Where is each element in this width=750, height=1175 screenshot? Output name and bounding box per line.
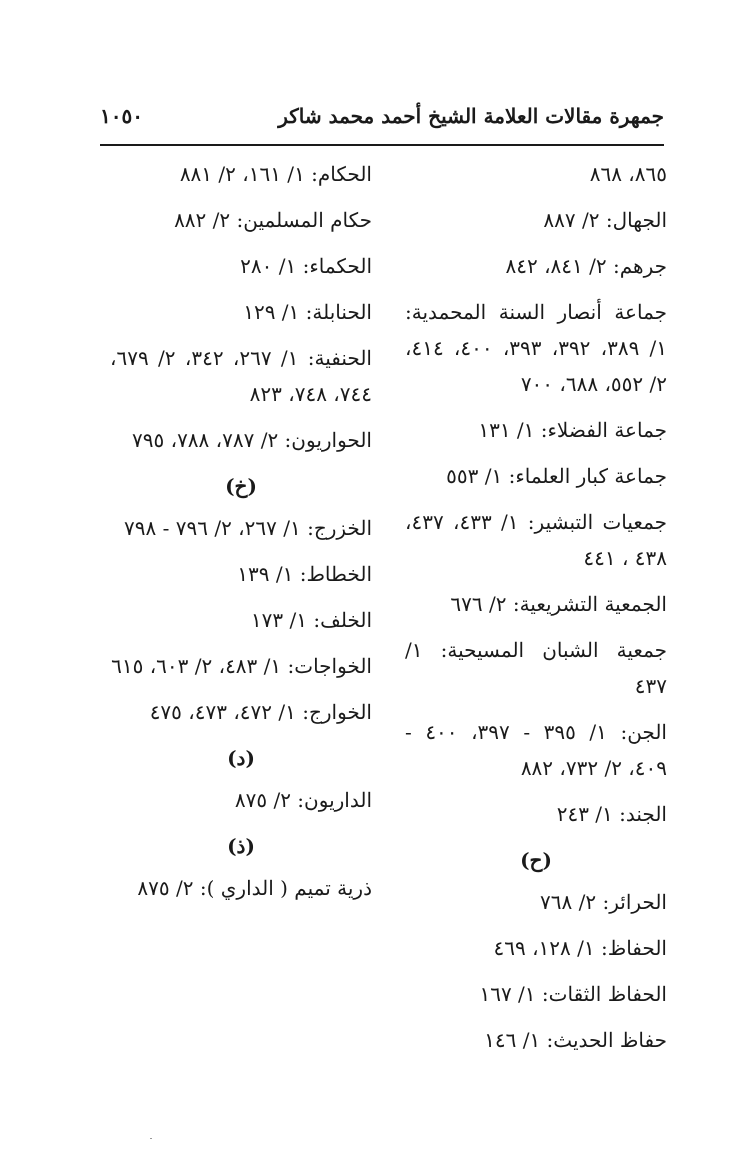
index-letter-heading: (خ)	[225, 474, 257, 498]
index-entry: حكام المسلمين: ٢/ ٨٨٢	[174, 208, 372, 232]
index-entry: جماعة كبار العلماء: ١/ ٥٥٣	[446, 464, 667, 488]
index-entry: الحكماء: ١/ ٢٨٠	[240, 254, 372, 278]
index-entry: الجهال: ٢/ ٨٨٧	[543, 208, 667, 232]
header-rule	[100, 144, 664, 146]
index-entry: جمعية الشبان المسيحية: ١/ ٤٣٧	[405, 638, 667, 698]
index-entry: جماعة أنصار السنة المحمدية: ١/ ٣٨٩، ٣٩٢، ٣٩٣، ٤٠٠، ٤١٤، ٢/ ٥٥٢، ٦٨٨، ٧٠٠	[405, 300, 668, 396]
index-entry: الحفاظ: ١/ ١٢٨، ٤٦٩	[493, 936, 667, 960]
index-entry: الحنفية: ١/ ٢٦٧، ٣٤٢، ٢/ ٦٧٩، ٧٤٤، ٧٤٨، ٨٢٣	[110, 346, 372, 406]
index-entry: الحفاظ الثقات: ١/ ١٦٧	[479, 982, 667, 1006]
index-entry: الحواريون: ٢/ ٧٨٧، ٧٨٨، ٧٩٥	[132, 428, 372, 452]
index-entry: الحرائر: ٢/ ٧٦٨	[540, 890, 667, 914]
index-entry: ذرية تميم ( الداري ): ٢/ ٨٧٥	[137, 876, 372, 900]
index-entry: الداريون: ٢/ ٨٧٥	[234, 788, 372, 812]
index-letter-heading: (د)	[227, 746, 255, 770]
book-title: جمهرة مقالات العلامة الشيخ أحمد محمد شاكر	[278, 104, 664, 128]
index-entry: جماعة الفضلاء: ١/ ١٣١	[478, 418, 667, 442]
index-entry: الخلف: ١/ ١٧٣	[250, 608, 372, 632]
index-entry: الجند: ١/ ٢٤٣	[556, 802, 667, 826]
index-entry: حفاظ الحديث: ١/ ١٤٦	[484, 1028, 667, 1052]
index-entry: ٨٦٥، ٨٦٨	[589, 162, 667, 186]
index-column-right	[405, 156, 667, 1068]
index-entry: الخوارج: ١/ ٤٧٢، ٤٧٣، ٤٧٥	[149, 700, 372, 724]
page-number: ١٠٥٠	[100, 104, 143, 128]
page-speck	[150, 1138, 152, 1139]
index-letter-heading: (ذ)	[227, 834, 255, 858]
index-entry: الخزرج: ١/ ٢٦٧، ٢/ ٧٩٦ - ٧٩٨	[124, 516, 372, 540]
index-entry: الحكام: ١/ ١٦١، ٢/ ٨٨١	[179, 162, 372, 186]
index-letter-heading: (ح)	[520, 848, 552, 872]
index-entry: الخطاط: ١/ ١٣٩	[237, 562, 372, 586]
running-header	[100, 104, 664, 140]
index-entry: جرهم: ٢/ ٨٤١، ٨٤٢	[505, 254, 667, 278]
index-entry: الحنابلة: ١/ ١٢٩	[243, 300, 372, 324]
index-column-left	[110, 156, 372, 916]
index-entry: الجن: ١/ ٣٩٥ - ٣٩٧، ٤٠٠ - ٤٠٩، ٢/ ٧٣٢، ٨٨٢	[405, 720, 667, 780]
index-entry: جمعيات التبشير: ١/ ٤٣٣، ٤٣٧، ٤٣٨ ، ٤٤١	[405, 510, 667, 570]
index-entry: الجمعية التشريعية: ٢/ ٦٧٦	[450, 592, 667, 616]
index-entry: الخواجات: ١/ ٤٨٣، ٢/ ٦٠٣، ٦١٥	[111, 654, 372, 678]
